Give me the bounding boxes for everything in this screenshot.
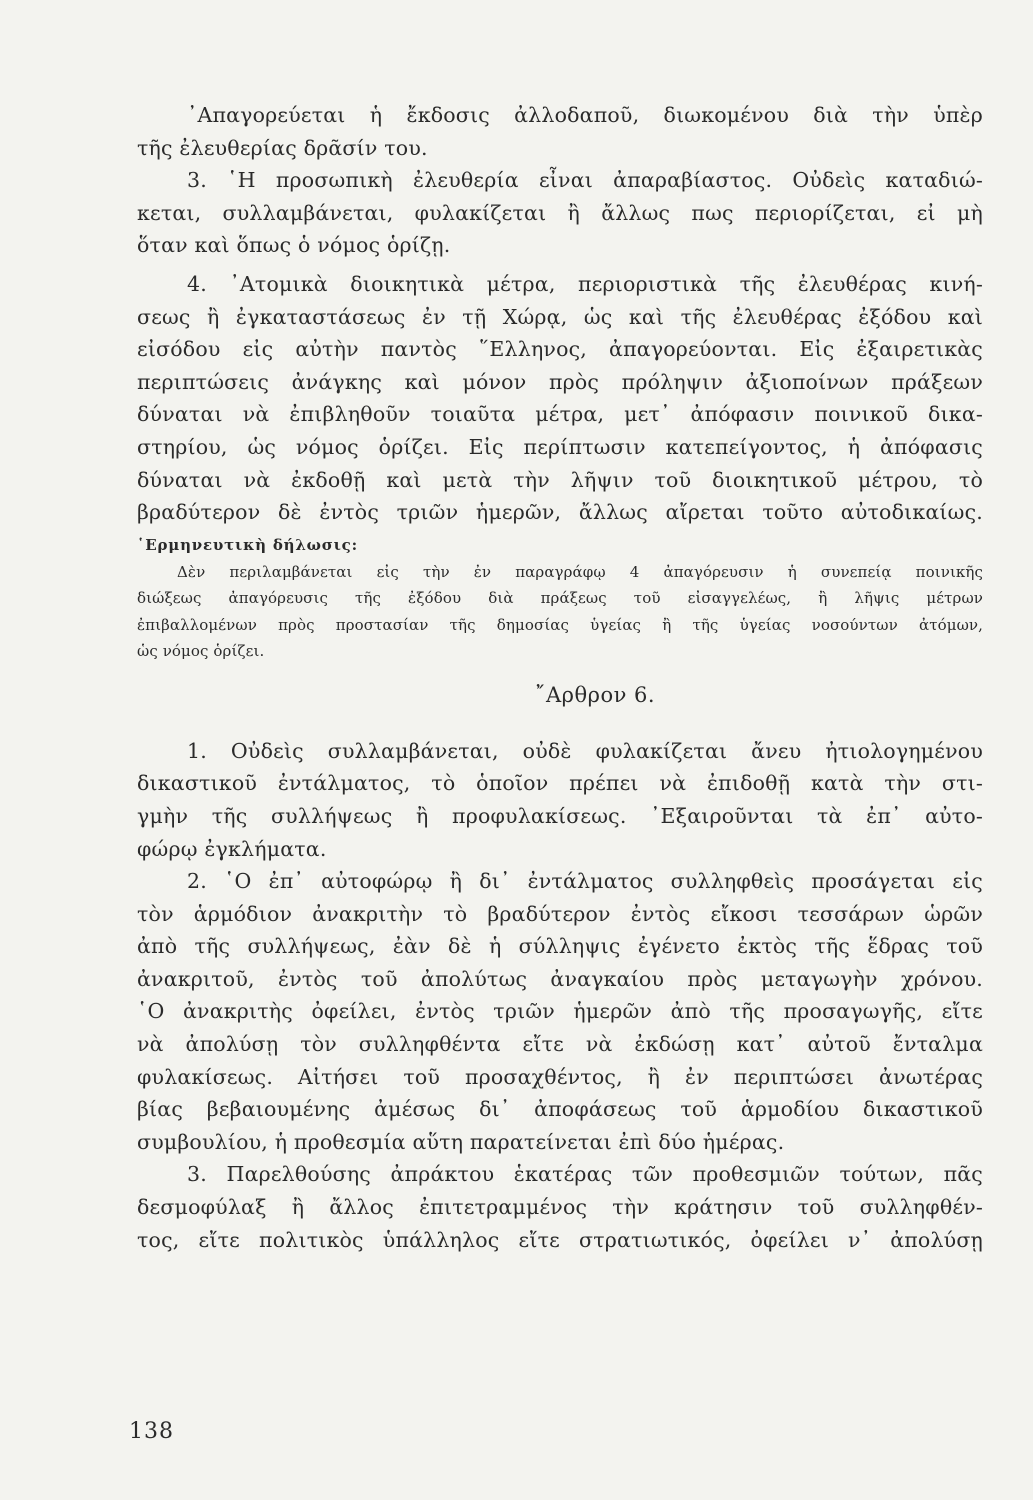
text-line: στηρίου, ὡς νόμος ὁρίζει. Εἰς περίπτωσιν κατεπείγοντος, ἡ ἀπόφασις [137,434,983,459]
text-line: 1. Οὐδεὶς συλλαμβάνεται, οὐδὲ φυλακίζεται ἄνευ ἠτιολογημένου [187,738,983,763]
interpretive-note [137,531,983,665]
text-line: κεται, συλλαμβάνεται, φυλακίζεται ἢ ἄλλως πως περιορίζεται, εἰ μὴ [137,200,983,225]
text-line: τῆς ἐλευθερίας δρᾶσίν του. [137,135,428,160]
text-line: ᾿Απαγορεύεται ἡ ἔκδοσις ἀλλοδαποῦ, διωκομένου διὰ τὴν ὑπὲρ [187,103,983,127]
page-number: 138 [129,1419,174,1444]
text-line: δεσμοφύλαξ ἢ ἄλλος ἐπιτετραμμένος τὴν κράτησιν τοῦ συλληφθέν- [137,1195,983,1220]
paragraph-4 [137,268,983,529]
text-line: δύναται νὰ ἐκδοθῇ καὶ μετὰ τὴν λῆψιν τοῦ διοικητικοῦ μέτρου, τὸ [137,467,983,492]
text-line: 3. ῾Η προσωπικὴ ἐλευθερία εἶναι ἀπαραβίαστος. Οὐδεὶς καταδιώ- [187,168,983,193]
text-line: βίας βεβαιουμένης ἀμέσως δι᾿ ἀποφάσεως τοῦ ἁρμοδίου δικαστικοῦ [137,1097,983,1122]
text-line: βραδύτερον δὲ ἐντὸς τριῶν ἡμερῶν, ἄλλως αἴρεται τοῦτο αὐτοδικαίως. [137,500,983,525]
article-6-paragraph-2 [137,865,983,1158]
text-line: περιπτώσεις ἀνάγκης καὶ μόνον πρὸς πρόληψιν ἀξιοποίνων πράξεων [137,369,983,394]
text-line: ἀνακριτοῦ, ἐντὸς τοῦ ἀπολύτως ἀναγκαίου πρὸς μεταγωγὴν χρόνου. [137,966,983,991]
text-line: δύναται νὰ ἐπιβληθοῦν τοιαῦτα μέτρα, μετ᾿ ἀπόφασιν ποινικοῦ δικα- [137,402,983,427]
article-6-paragraph-3 [137,1158,983,1256]
text-line: γμὴν τῆς συλλήψεως ἢ προφυλακίσεως. ᾿Εξαιροῦνται τὰ ἐπ᾿ αὐτο- [137,803,983,828]
note-line: ἐπιβαλλομένων πρὸς προστασίαν τῆς δημοσίας ὑγείας ἢ τῆς ὑγείας νοσούντων ἀτόμων, [137,615,983,634]
text-line: νὰ ἀπολύσῃ τὸν συλληφθέντα εἴτε νὰ ἐκδώσῃ κατ᾿ αὐτοῦ ἔνταλμα [137,1032,983,1057]
text-line: ἀπὸ τῆς συλλήψεως, ἐὰν δὲ ἡ σύλληψις ἐγένετο ἐκτὸς τῆς ἕδρας τοῦ [137,934,983,959]
paragraph-prev [137,99,983,164]
article-heading: ῎Αρθρον 6. [534,682,656,707]
text-line: 4. ᾿Ατομικὰ διοικητικὰ μέτρα, περιοριστικὰ τῆς ἐλευθέρας κινή- [187,271,983,296]
note-line: διώξεως ἀπαγόρευσις τῆς ἐξόδου διὰ πράξεως τοῦ εἰσαγγελέως, ἢ λῆψις μέτρων [137,589,983,608]
text-line: δικαστικοῦ ἐντάλματος, τὸ ὁποῖον πρέπει νὰ ἐπιδοθῇ κατὰ τὴν στι- [137,771,983,796]
note-line: ὡς νόμος ὁρίζει. [137,642,265,661]
text-line: ὅταν καὶ ὅπως ὁ νόμος ὁρίζῃ. [137,233,451,258]
text-line: ῾Ο ἀνακριτὴς ὀφείλει, ἐντὸς τριῶν ἡμερῶν ἀπὸ τῆς προσαγωγῆς, εἴτε [137,999,983,1024]
note-line: Δὲν περιλαμβάνεται εἰς τὴν ἐν παραγράφῳ 4 ἀπαγόρευσιν ἡ συνεπείᾳ ποινικῆς [177,562,983,581]
text-line: τὸν ἁρμόδιον ἀνακριτὴν τὸ βραδύτερον ἐντὸς εἴκοσι τεσσάρων ὡρῶν [137,901,983,926]
article-6-paragraph-1 [137,735,983,865]
text-line: εἰσόδου εἰς αὐτὴν παντὸς ῞Ελληνος, ἀπαγορεύονται. Εἰς ἐξαιρετικὰς [137,337,983,362]
text-line: σεως ἢ ἐγκαταστάσεως ἐν τῇ Χώρᾳ, ὡς καὶ τῆς ἐλευθέρας ἐξόδου καὶ [137,304,983,329]
note-title: ῾Ερμηνευτικὴ δήλωσις: [137,535,358,554]
paragraph-3 [137,164,983,262]
text-line: φυλακίσεως. Αἰτήσει τοῦ προσαχθέντος, ἢ ἐν περιπτώσει ἀνωτέρας [137,1064,983,1089]
text-line: 2. ῾Ο ἐπ᾿ αὐτοφώρῳ ἢ δι᾿ ἐντάλματος συλληφθεὶς προσάγεται εἰς [187,869,983,894]
text-line: 3. Παρελθούσης ἀπράκτου ἑκατέρας τῶν προθεσμιῶν τούτων, πᾶς [187,1162,983,1187]
text-line: φώρῳ ἐγκλήματα. [137,836,327,861]
text-line: τος, εἴτε πολιτικὸς ὑπάλληλος εἴτε στρατιωτικός, ὀφείλει ν᾿ ἀπολύσῃ [137,1227,983,1252]
text-line: συμβουλίου, ἡ προθεσμία αὕτη παρατείνεται ἐπὶ δύο ἡμέρας. [137,1129,785,1154]
